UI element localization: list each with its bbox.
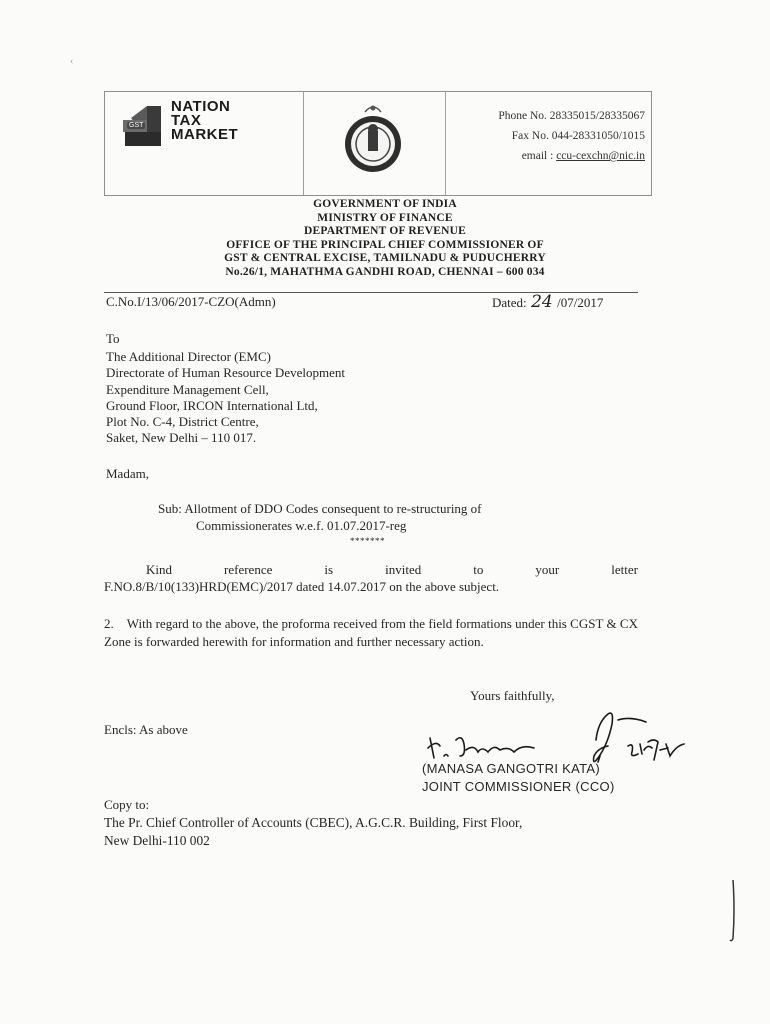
paragraph-line	[104, 561, 638, 578]
word: is	[324, 562, 334, 577]
to-label: To	[106, 331, 120, 346]
copy-to-label: Copy to:	[104, 797, 150, 812]
org-line: GST & CENTRAL EXCISE, TAMILNADU & PUDUCHERRY	[224, 252, 546, 265]
logo-line: MARKET	[171, 126, 239, 143]
address-line: Plot No. C-4, District Centre,	[106, 414, 259, 430]
subject-separator: *******	[350, 536, 385, 546]
department-emblem-icon	[337, 98, 409, 178]
handwritten-day: 24	[531, 292, 553, 312]
org-line: OFFICE OF THE PRINCIPAL CHIEF COMMISSIONER OF	[226, 238, 544, 251]
copy-to-line: New Delhi-110 002	[104, 833, 210, 848]
address-line: Expenditure Management Cell,	[106, 381, 269, 397]
logo-line: NATION	[171, 98, 231, 115]
word: your	[535, 562, 560, 577]
scan-edge-mark	[729, 880, 737, 942]
subject	[158, 500, 482, 534]
dated-label: Dated:	[492, 295, 530, 310]
signatory-title: JOINT COMMISSIONER (CCO)	[422, 779, 615, 794]
word: letter	[611, 562, 638, 577]
org-line: MINISTRY OF FINANCE	[317, 211, 453, 224]
letterhead-divider	[445, 92, 446, 195]
org-line: DEPARTMENT OF REVENUE	[303, 225, 467, 238]
word: to	[473, 562, 484, 577]
letterhead-box	[104, 91, 652, 196]
logo-gst-badge: GST	[129, 122, 144, 129]
body-paragraph-2: 2. With regard to the above, the proforma received from the field formations under this CGST & CX Zone is forwarded herewith for information and further necessary action.	[104, 616, 642, 649]
email-label: email :	[521, 150, 557, 162]
subject-line: Sub: Allotment of DDO Codes consequent to re-structuring of	[158, 501, 482, 516]
word: reference	[224, 562, 273, 577]
letter-date	[492, 292, 603, 312]
office-heading	[0, 198, 770, 280]
address-line: The Additional Director (EMC)	[106, 349, 271, 365]
org-line: GOVERNMENT OF INDIA	[313, 198, 457, 210]
logo-line: TAX	[171, 112, 202, 129]
email-line	[498, 146, 645, 166]
email-link[interactable]: ccu-cexchn@nic.in	[556, 150, 645, 162]
margin-mark: ‹	[70, 56, 74, 67]
subject-line: Commissionerates w.e.f. 01.07.2017-reg	[196, 518, 407, 533]
letterhead-divider	[303, 92, 304, 195]
paragraph-line: F.NO.8/B/10(133)HRD(EMC)/2017 dated 14.07.2017 on the above subject.	[104, 579, 500, 594]
contact-details	[498, 106, 645, 166]
logo-wordmark	[171, 100, 238, 142]
logo-mark-icon	[117, 100, 177, 150]
recipient-address	[106, 331, 345, 446]
word: invited	[385, 562, 422, 577]
copy-to-block	[104, 796, 522, 850]
body-paragraph-1	[104, 561, 638, 595]
word: Kind	[146, 562, 172, 577]
salutation: Madam,	[106, 466, 149, 481]
signatory-block	[422, 760, 615, 796]
dated-rest: /07/2017	[553, 295, 604, 310]
copy-to-line: The Pr. Chief Controller of Accounts (CBEC), A.G.C.R. Building, First Floor,	[104, 815, 523, 830]
phone-number: Phone No. 28335015/28335067	[498, 110, 645, 122]
address-line: Ground Floor, IRCON International Ltd,	[106, 397, 318, 413]
signatory-name: (MANASA GANGOTRI KATA)	[422, 761, 601, 776]
fax-number: Fax No. 044-28331050/1015	[511, 130, 645, 142]
address-line: Saket, New Delhi – 110 017.	[106, 430, 257, 446]
nation-tax-market-logo	[117, 98, 287, 152]
closing-phrase: Yours faithfully,	[470, 688, 555, 703]
enclosures-note: Encls: As above	[104, 722, 188, 737]
org-line: No.26/1, MAHATHMA GANDHI ROAD, CHENNAI – 600 034	[225, 265, 545, 278]
address-line: Directorate of Human Resource Development	[106, 365, 345, 381]
file-reference: C.No.I/13/06/2017-CZO(Admn)	[106, 294, 276, 309]
